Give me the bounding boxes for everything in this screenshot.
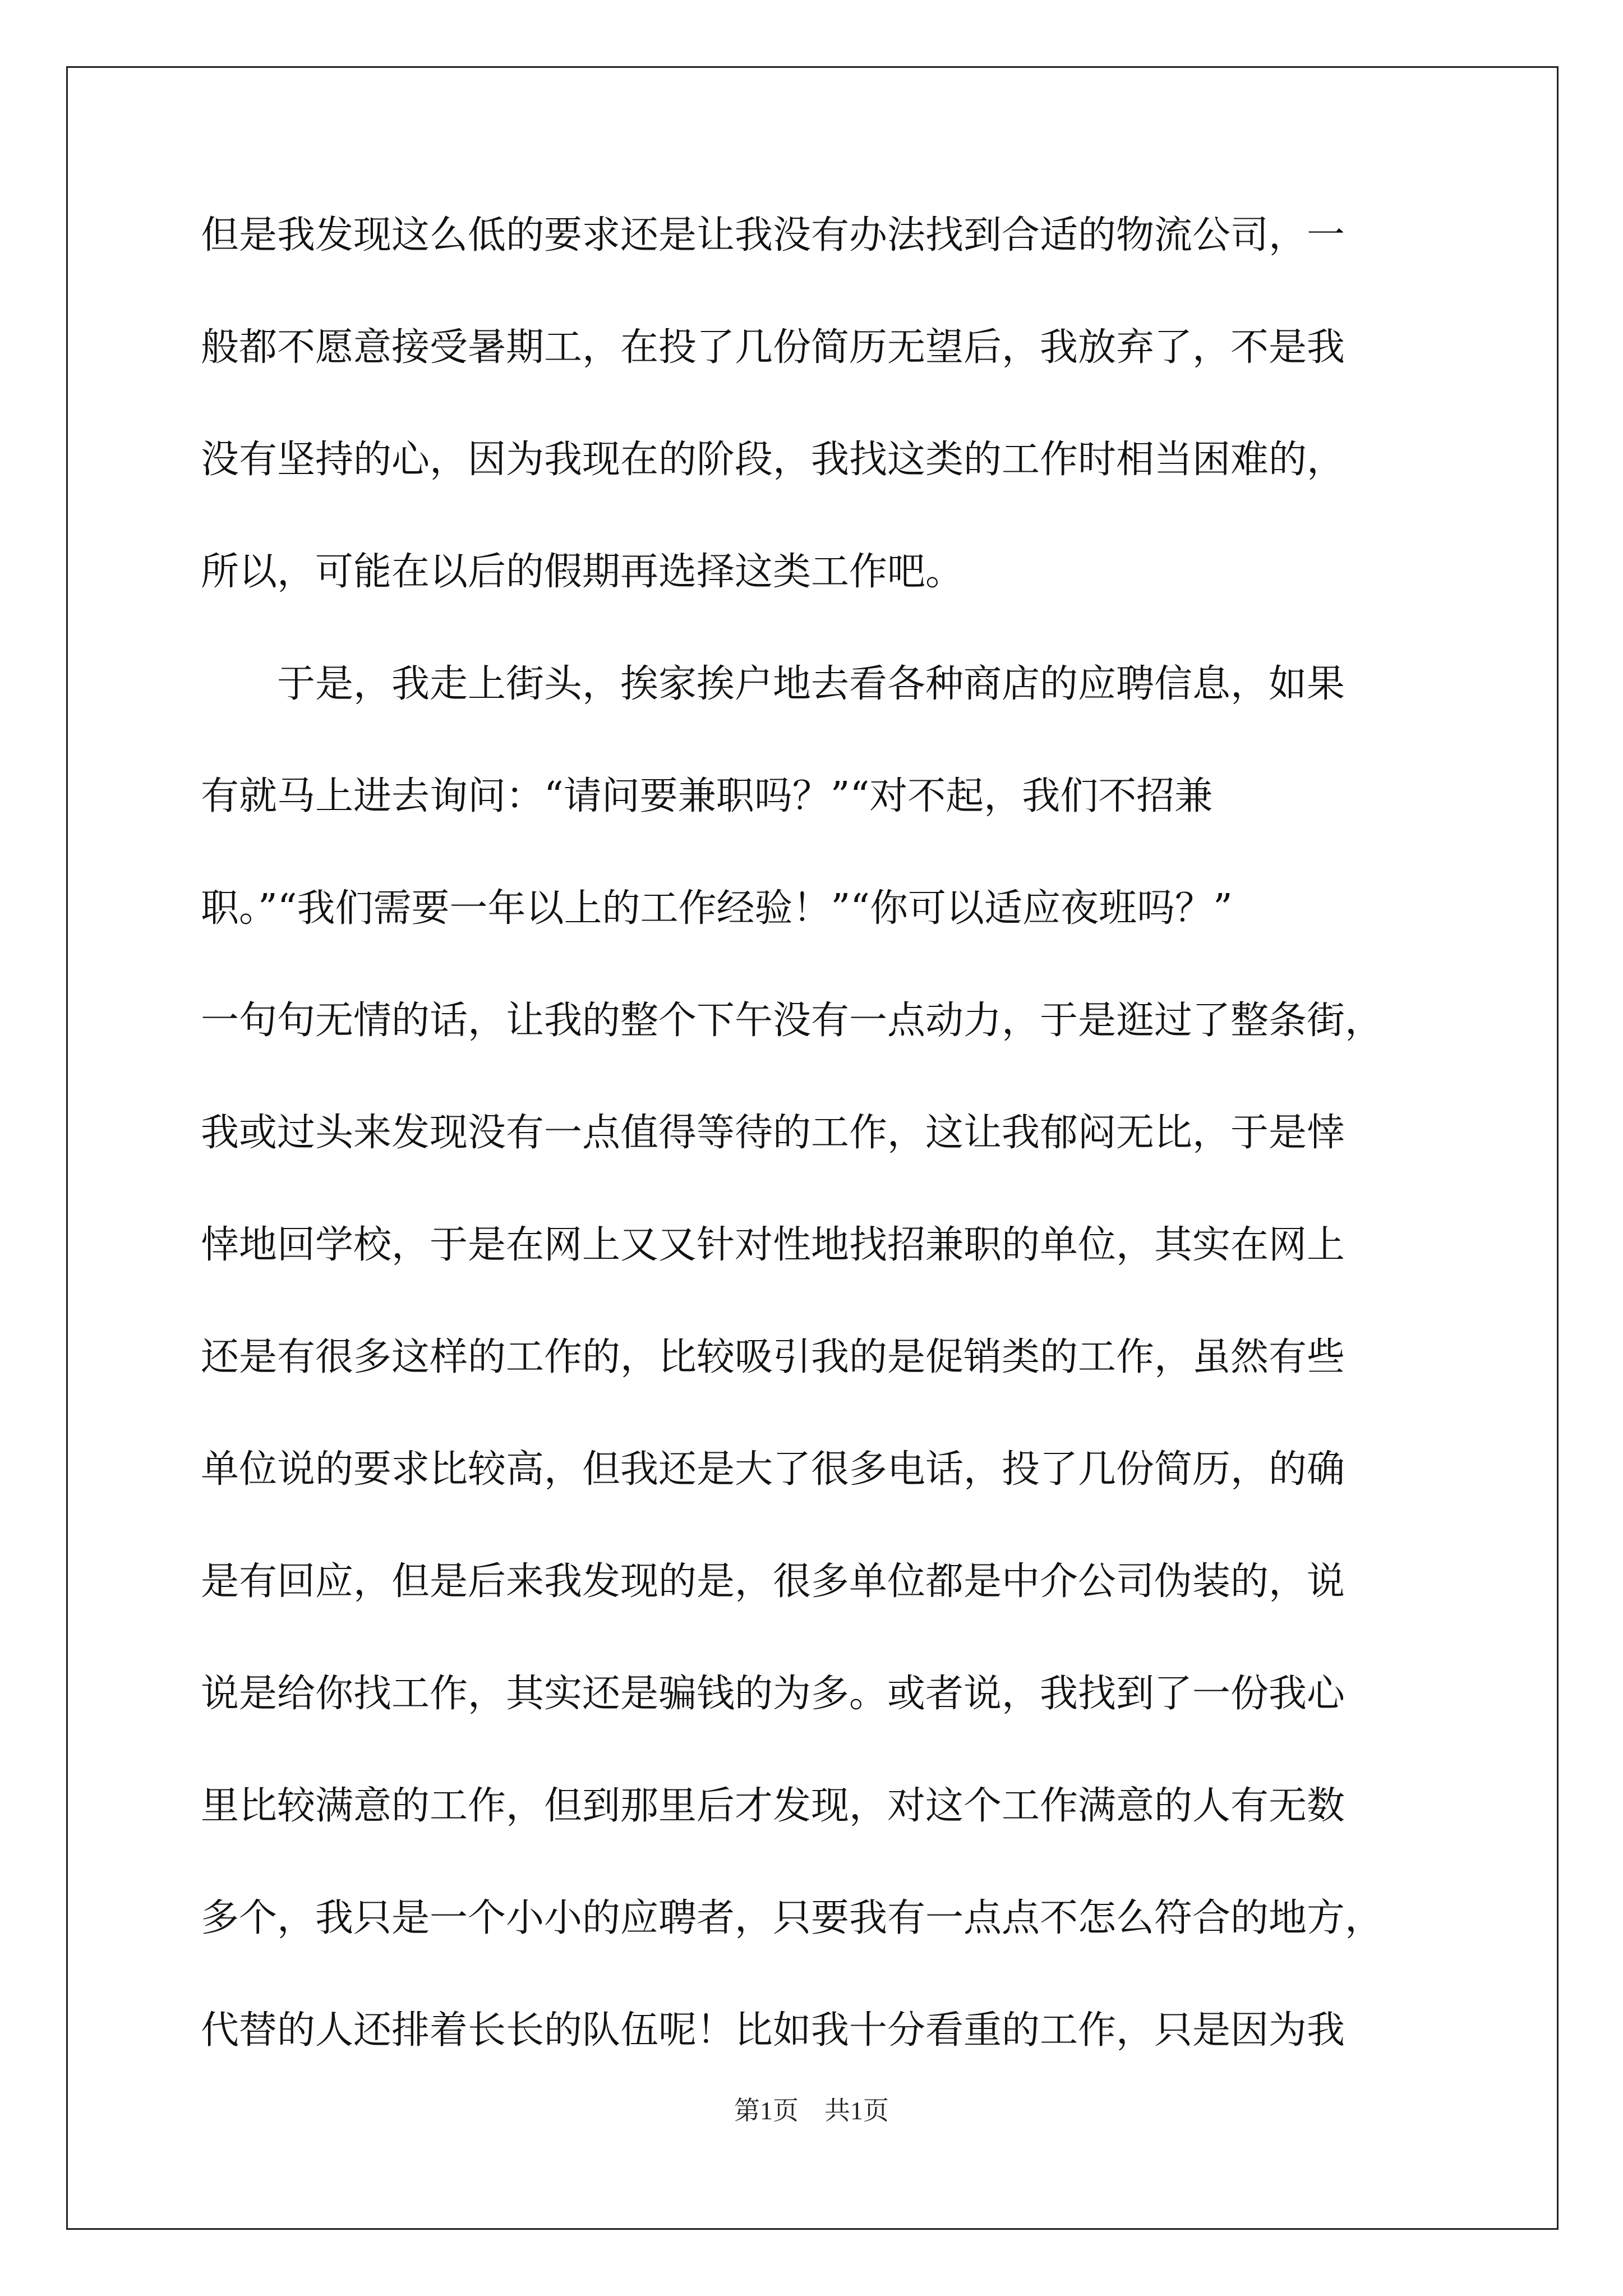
text-line: 单位说的要求比较高，但我还是大了很多电话，投了几份简历，的确 bbox=[201, 1447, 1345, 1492]
text-line: 但是我发现这么低的要求还是让我没有办法找到合适的物流公司，一 bbox=[201, 213, 1345, 257]
text-line: 所以，可能在以后的假期再选择这类工作吧。 bbox=[201, 550, 964, 594]
text-line: 里比较满意的工作，但到那里后才发现，对这个工作满意的人有无数 bbox=[201, 1784, 1345, 1828]
text-line: 代替的人还排着长长的队伍呢！比如我十分看重的工作，只是因为我 bbox=[201, 2008, 1345, 2053]
text-line: 我或过头来发现没有一点值得等待的工作，这让我郁闷无比，于是悻 bbox=[201, 1111, 1345, 1155]
text-line: 一句句无情的话，让我的整个下午没有一点动力，于是逛过了整条街， bbox=[201, 999, 1384, 1043]
text-line: 没有坚持的心，因为我现在的阶段，我找这类的工作时相当困难的， bbox=[201, 438, 1345, 482]
text-line: 多个，我只是一个小小的应聘者，只要我有一点点不怎么符合的地方， bbox=[201, 1896, 1384, 1940]
text-line: 还是有很多这样的工作的，比较吸引我的是促销类的工作，虽然有些 bbox=[201, 1335, 1345, 1379]
text-line: 职。”“我们需要一年以上的工作经验！”“你可以适应夜班吗？” bbox=[201, 886, 1233, 931]
page-number-footer: 第1页 共1页 bbox=[734, 2096, 889, 2125]
text-line: 是有回应，但是后来我发现的是，很多单位都是中介公司伪装的，说 bbox=[201, 1559, 1345, 1604]
text-line: 说是给你找工作，其实还是骗钱的为多。或者说，我找到了一份我心 bbox=[201, 1672, 1345, 1716]
text-line: 悻地回学校，于是在网上又又针对性地找招兼职的单位，其实在网上 bbox=[201, 1223, 1345, 1267]
text-line: 般都不愿意接受暑期工，在投了几份简历无望后，我放弃了，不是我 bbox=[201, 325, 1345, 370]
text-line: 于是，我走上街头，挨家挨户地去看各种商店的应聘信息，如果 bbox=[201, 662, 1345, 706]
text-line: 有就马上进去询问：“请问要兼职吗？”“对不起，我们不招兼 bbox=[201, 774, 1213, 818]
